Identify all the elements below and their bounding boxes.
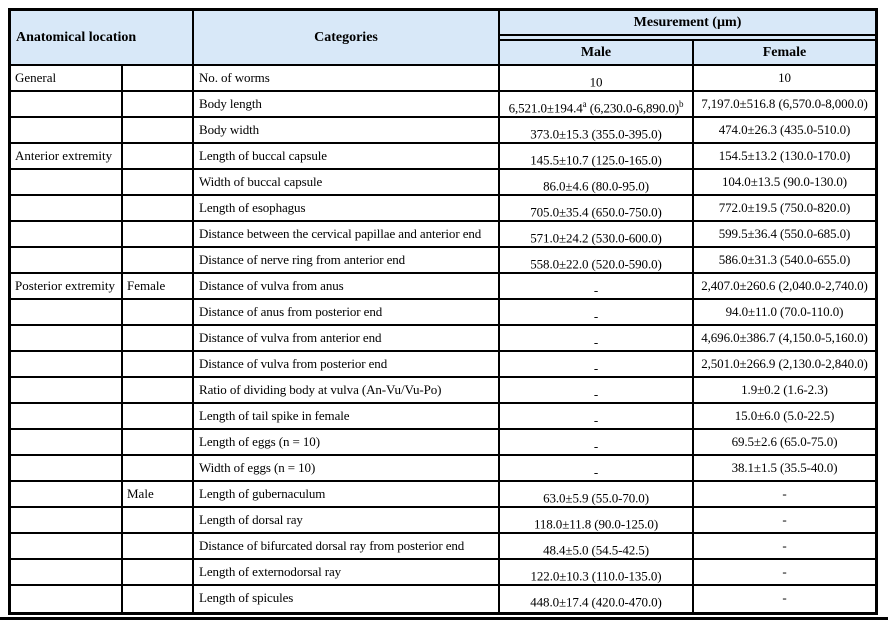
cell-category: Distance of vulva from anterior end <box>194 326 500 352</box>
table-row <box>11 300 875 326</box>
cell-sex-group <box>123 196 194 222</box>
cell-category: Distance of vulva from posterior end <box>194 352 500 378</box>
male-value-text: - <box>593 438 599 454</box>
cell-anatomical-location <box>11 118 123 144</box>
cell-sex-group <box>123 326 194 352</box>
cell-female-value: 2,407.0±260.6 (2,040.0-2,740.0) <box>694 274 875 300</box>
cell-male-value <box>500 170 694 196</box>
male-value-text: 6,521.0±194.4 <box>508 100 583 116</box>
cell-category: Distance of anus from posterior end <box>194 300 500 326</box>
cell-category: Length of externodorsal ray <box>194 560 500 586</box>
header-female: Female <box>694 41 875 66</box>
cell-female-value: 1.9±0.2 (1.6-2.3) <box>694 378 875 404</box>
male-value-text: 448.0±17.4 (420.0-470.0) <box>530 594 662 610</box>
cell-anatomical-location <box>11 300 123 326</box>
table-row <box>11 352 875 378</box>
cell-male-value <box>500 326 694 352</box>
cell-anatomical-location: Posterior extremity <box>11 274 123 300</box>
cell-female-value: 154.5±13.2 (130.0-170.0) <box>694 144 875 170</box>
cell-anatomical-location: Anterior extremity <box>11 144 123 170</box>
header-measurement-um: Mesurement (µm) <box>500 11 875 41</box>
cell-anatomical-location <box>11 560 123 586</box>
cell-anatomical-location <box>11 430 123 456</box>
measurement-table <box>8 8 878 615</box>
cell-anatomical-location <box>11 248 123 274</box>
cell-male-value <box>500 482 694 508</box>
male-value-text: - <box>593 412 599 428</box>
cell-sex-group <box>123 404 194 430</box>
cell-male-value <box>500 300 694 326</box>
male-value-text: 118.0±11.8 (90.0-125.0) <box>533 516 659 532</box>
cell-female-value: 104.0±13.5 (90.0-130.0) <box>694 170 875 196</box>
male-value-text: - <box>593 386 599 402</box>
table-body <box>11 66 875 612</box>
cell-female-value: 599.5±36.4 (550.0-685.0) <box>694 222 875 248</box>
cell-female-value: - <box>782 590 787 605</box>
cell-sex-group <box>123 300 194 326</box>
table-row <box>11 404 875 430</box>
cell-female-value: - <box>694 482 875 508</box>
cell-anatomical-location <box>11 92 123 118</box>
cell-anatomical-location <box>11 196 123 222</box>
cell-sex-group <box>123 92 194 118</box>
cell-category: Body width <box>194 118 500 144</box>
male-value-text: - <box>593 464 599 480</box>
cell-category: Distance between the cervical papillae and anterior end <box>194 222 500 248</box>
cell-male-value <box>500 274 694 300</box>
cell-sex-group: Female <box>123 274 194 300</box>
cell-female-value: 10 <box>694 66 875 92</box>
cell-female-value: 94.0±11.0 (70.0-110.0) <box>694 300 875 326</box>
cell-male-value <box>500 456 694 482</box>
cell-male-value <box>500 586 694 612</box>
cell-anatomical-location: General <box>11 66 123 92</box>
cell-male-value <box>500 118 694 144</box>
cell-category: Length of esophagus <box>194 196 500 222</box>
cell-sex-group <box>123 118 194 144</box>
table-row <box>11 326 875 352</box>
table-row <box>11 248 875 274</box>
male-value-text: - <box>593 282 599 298</box>
cell-male-value <box>500 196 694 222</box>
cell-anatomical-location <box>11 456 123 482</box>
cell-anatomical-location <box>11 326 123 352</box>
cell-category: Distance of nerve ring from anterior end <box>194 248 500 274</box>
cell-category: Length of tail spike in female <box>194 404 500 430</box>
cell-category: Distance of vulva from anus <box>194 274 500 300</box>
cell-male-value <box>500 508 694 534</box>
cell-sex-group: Male <box>123 482 194 508</box>
table-row <box>11 586 875 612</box>
cell-anatomical-location <box>11 222 123 248</box>
table-row <box>11 170 875 196</box>
table-row <box>11 482 875 508</box>
cell-male-value <box>500 404 694 430</box>
male-value-range: (6,230.0-6,890.0) <box>586 100 680 116</box>
cell-female-value: 2,501.0±266.9 (2,130.0-2,840.0) <box>694 352 875 378</box>
male-value-text: 145.5±10.7 (125.0-165.0) <box>530 152 662 168</box>
cell-female-value: 69.5±2.6 (65.0-75.0) <box>694 430 875 456</box>
header-anatomical-location: Anatomical location <box>11 11 194 66</box>
male-value-text: 571.0±24.2 (530.0-600.0) <box>530 230 662 246</box>
cell-male-value <box>500 144 694 170</box>
male-value-text: - <box>593 360 599 376</box>
cell-category: Distance of bifurcated dorsal ray from posterior end <box>194 534 500 560</box>
table-row <box>11 144 875 170</box>
cell-anatomical-location <box>11 586 123 612</box>
male-value-text: 63.0±5.9 (55.0-70.0) <box>543 490 649 506</box>
bottom-rule <box>0 617 888 620</box>
table-row <box>11 560 875 586</box>
table-row <box>11 534 875 560</box>
cell-male-value <box>500 248 694 274</box>
cell-category: Length of buccal capsule <box>194 144 500 170</box>
cell-female-value: 4,696.0±386.7 (4,150.0-5,160.0) <box>694 326 875 352</box>
table-header <box>11 11 875 66</box>
cell-category: Length of spicules <box>194 586 500 612</box>
cell-sex-group <box>123 430 194 456</box>
cell-female-value: - <box>694 560 875 586</box>
cell-female-value: 474.0±26.3 (435.0-510.0) <box>694 118 875 144</box>
cell-sex-group <box>123 560 194 586</box>
cell-anatomical-location <box>11 404 123 430</box>
cell-anatomical-location <box>11 508 123 534</box>
cell-category: Body length <box>194 92 500 118</box>
cell-female-value: 7,197.0±516.8 (6,570.0-8,000.0) <box>694 92 875 118</box>
male-superscript-b: b <box>679 99 684 109</box>
cell-sex-group <box>123 378 194 404</box>
table-row <box>11 222 875 248</box>
male-value-text: 48.4±5.0 (54.5-42.5) <box>543 542 649 558</box>
cell-sex-group <box>123 248 194 274</box>
table-row <box>11 118 875 144</box>
cell-anatomical-location <box>11 482 123 508</box>
cell-female-value: 38.1±1.5 (35.5-40.0) <box>694 456 875 482</box>
table-row <box>11 378 875 404</box>
male-value-text: 558.0±22.0 (520.0-590.0) <box>530 256 662 272</box>
cell-sex-group <box>123 586 194 612</box>
male-value-text: 86.0±4.6 (80.0-95.0) <box>543 178 649 194</box>
cell-male-value <box>500 66 694 92</box>
cell-sex-group <box>123 222 194 248</box>
table-row <box>11 196 875 222</box>
cell-category: Width of buccal capsule <box>194 170 500 196</box>
cell-category: No. of worms <box>194 66 500 92</box>
male-value-text: 10 <box>589 74 603 90</box>
male-value-text: 122.0±10.3 (110.0-135.0) <box>530 568 662 584</box>
table-row <box>11 66 875 92</box>
cell-male-value <box>500 560 694 586</box>
cell-male-value <box>500 378 694 404</box>
cell-male-value <box>500 92 694 118</box>
header-male: Male <box>500 41 694 66</box>
cell-female-value: 772.0±19.5 (750.0-820.0) <box>694 196 875 222</box>
cell-female-value: - <box>694 534 875 560</box>
cell-category: Length of dorsal ray <box>194 508 500 534</box>
male-value-text: 705.0±35.4 (650.0-750.0) <box>530 204 662 220</box>
cell-sex-group <box>123 352 194 378</box>
male-value-text: - <box>593 334 599 350</box>
table-row <box>11 274 875 300</box>
cell-female-value: 586.0±31.3 (540.0-655.0) <box>694 248 875 274</box>
cell-category: Ratio of dividing body at vulva (An-Vu/Vu-Po) <box>194 378 500 404</box>
cell-sex-group <box>123 456 194 482</box>
cell-category: Length of gubernaculum <box>194 482 500 508</box>
cell-female-value: - <box>694 508 875 534</box>
table-row <box>11 92 875 118</box>
cell-male-value <box>500 222 694 248</box>
cell-sex-group <box>123 534 194 560</box>
cell-anatomical-location <box>11 170 123 196</box>
cell-sex-group <box>123 170 194 196</box>
cell-sex-group <box>123 66 194 92</box>
cell-female-value: 15.0±6.0 (5.0-22.5) <box>694 404 875 430</box>
cell-male-value <box>500 534 694 560</box>
cell-male-value <box>500 430 694 456</box>
cell-anatomical-location <box>11 378 123 404</box>
table-row <box>11 508 875 534</box>
male-value-text: - <box>593 308 599 324</box>
table-row <box>11 430 875 456</box>
cell-male-value <box>500 352 694 378</box>
male-value-text: 373.0±15.3 (355.0-395.0) <box>530 126 662 142</box>
cell-anatomical-location <box>11 534 123 560</box>
cell-sex-group <box>123 508 194 534</box>
header-categories: Categories <box>194 11 500 66</box>
cell-category: Length of eggs (n = 10) <box>194 430 500 456</box>
table-row <box>11 456 875 482</box>
cell-category: Width of eggs (n = 10) <box>194 456 500 482</box>
cell-anatomical-location <box>11 352 123 378</box>
male-superscript-a: a <box>582 99 587 109</box>
cell-sex-group <box>123 144 194 170</box>
